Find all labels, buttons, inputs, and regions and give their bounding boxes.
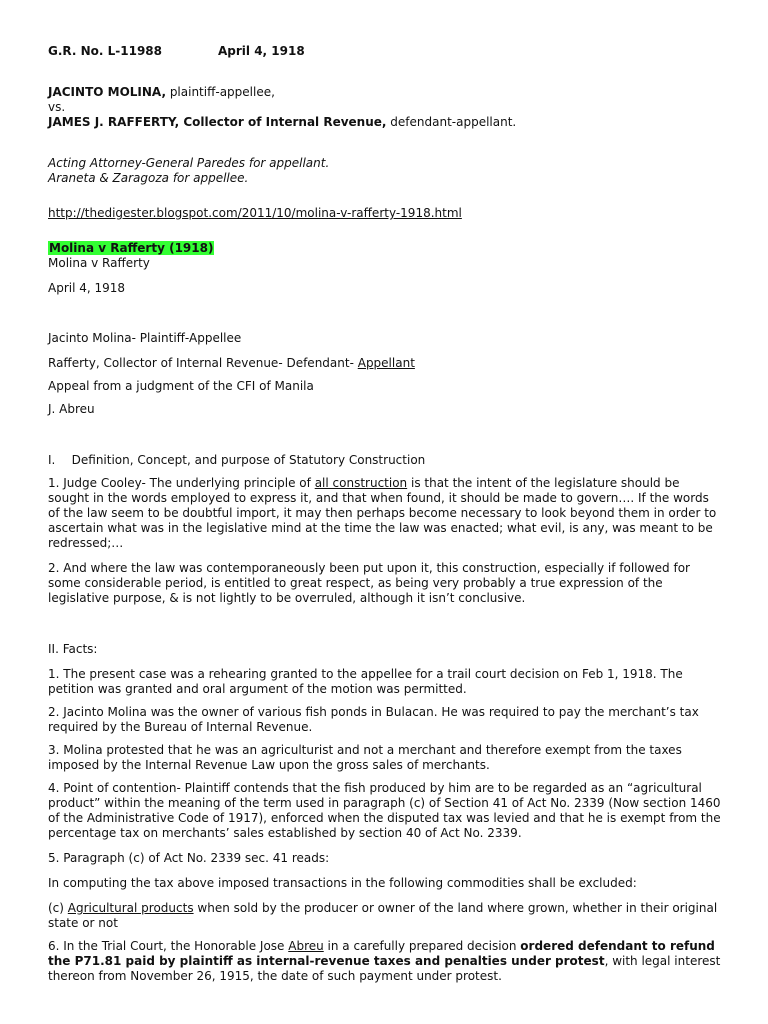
fact-5-quote: In computing the tax above imposed transactions in the following commodities shall be excluded:: [48, 876, 637, 890]
p1-text-a: 1. Judge Cooley- The underlying principle of: [48, 476, 315, 490]
section-1-title: Definition, Concept, and purpose of Statutory Construction: [71, 453, 426, 467]
fact-2: 2. Jacinto Molina was the owner of various fish ponds in Bulacan. He was required to pay the merchant’s tax required by the Bureau of Internal Revenue.: [48, 705, 699, 734]
fact-3: 3. Molina protested that he was an agriculturist and not a merchant and therefore exempt from the taxes imposed by the Internal Revenue Law upon the gross sales of merchants.: [48, 743, 682, 772]
gr-number: G.R. No. L-11988: [48, 44, 163, 58]
plaintiff-role: plaintiff-appellee,: [166, 85, 275, 99]
digest-title: Molina v Rafferty: [48, 256, 150, 270]
f6-text-b: in a carefully prepared decision: [323, 939, 521, 953]
case-header: [48, 44, 724, 59]
justice-line: J. Abreu: [48, 402, 95, 416]
digest-defendant: [48, 356, 724, 371]
p1-text-b: is that the intent of the legislature should be sought in the words employed to express it, and that when found, it should be made to govern…. If the words of the law seem to be doubtful import, it may then perhaps become necessary to look beyond them in order to ascertain what was in the legislative mind at the time the law was enacted; what evil, is any, was meant to be redressed;…: [48, 476, 717, 550]
source-link[interactable]: http://thedigester.blogspot.com/2011/10/molina-v-rafferty-1918.html: [48, 206, 462, 220]
defendant-name: JAMES J. RAFFERTY, Collector of Internal Revenue,: [48, 115, 387, 129]
defendant-line: [48, 115, 724, 130]
defendant-role: defendant-appellant.: [386, 115, 517, 129]
f6-text-c: , with legal interest thereon from November 26, 1915, the date of such payment under protest.: [48, 954, 721, 983]
counsel-appellee: Araneta & Zaragoza for appellee.: [48, 171, 249, 185]
fact-6: [48, 939, 724, 984]
para-c-prefix: (c): [48, 901, 68, 915]
plaintiff-name: JACINTO MOLINA,: [48, 85, 166, 99]
para-c-underlined: Agricultural products: [67, 901, 194, 915]
plaintiff-line: [48, 85, 724, 100]
fact-5-paragraph-c: [48, 901, 724, 931]
fact-5: 5. Paragraph (c) of Act No. 2339 sec. 41 reads:: [48, 851, 330, 865]
section-1-heading: [48, 453, 724, 468]
section-2-heading: II. Facts:: [48, 642, 98, 656]
digest-date: April 4, 1918: [48, 281, 126, 295]
defendant-prefix: Rafferty, Collector of Internal Revenue- Defendant-: [48, 356, 358, 370]
para-c-rest: when sold by the producer or owner of the land where grown, whether in their original state or not: [48, 901, 718, 930]
section-1-paragraph-2: 2. And where the law was contemporaneously been put upon it, this construction, especially if followed for some considerable period, is entitled to great respect, as being very probably a true expression of the legislative purpose, & is not lightly to be overruled, although it isn’t conclusive.: [48, 561, 690, 605]
counsel-appellant: Acting Attorney-General Paredes for appellant.: [48, 156, 330, 170]
p1-underlined: all construction: [314, 476, 408, 490]
document-page: [48, 44, 724, 984]
highlighted-title: Molina v Rafferty (1918): [49, 241, 214, 255]
case-date: April 4, 1918: [218, 44, 305, 58]
fact-4: 4. Point of contention- Plaintiff contends that the fish produced by him are to be regarded as an “agricultural product” within the meaning of the term used in paragraph (c) of Section 41 of Act No. 2339 (Now section 1460 of the Administrative Code of 1917), enforced when the disputed tax was levied and that he is exempt from the percentage tax on merchants’ sales established by section 40 of Act No. 2339.: [48, 781, 721, 840]
fact-1: 1. The present case was a rehearing granted to the appellee for a trail court decision on Feb 1, 1918. The petition was granted and oral argument of the motion was permitted.: [48, 667, 683, 696]
section-1-paragraph-1: [48, 476, 724, 551]
f6-bold: ordered defendant to refund the P71.81 paid by plaintiff as internal-revenue taxes and penalties under protest: [48, 939, 715, 968]
appeal-line: Appeal from a judgment of the CFI of Manila: [48, 379, 314, 393]
f6-text-a: 6. In the Trial Court, the Honorable Jose: [48, 939, 289, 953]
appellant-link[interactable]: Appellant: [357, 356, 415, 370]
f6-underlined: Abreu: [288, 939, 324, 953]
digest-plaintiff: Jacinto Molina- Plaintiff-Appellee: [48, 331, 242, 345]
section-1-number: I.: [48, 453, 56, 467]
versus: vs.: [48, 100, 66, 114]
